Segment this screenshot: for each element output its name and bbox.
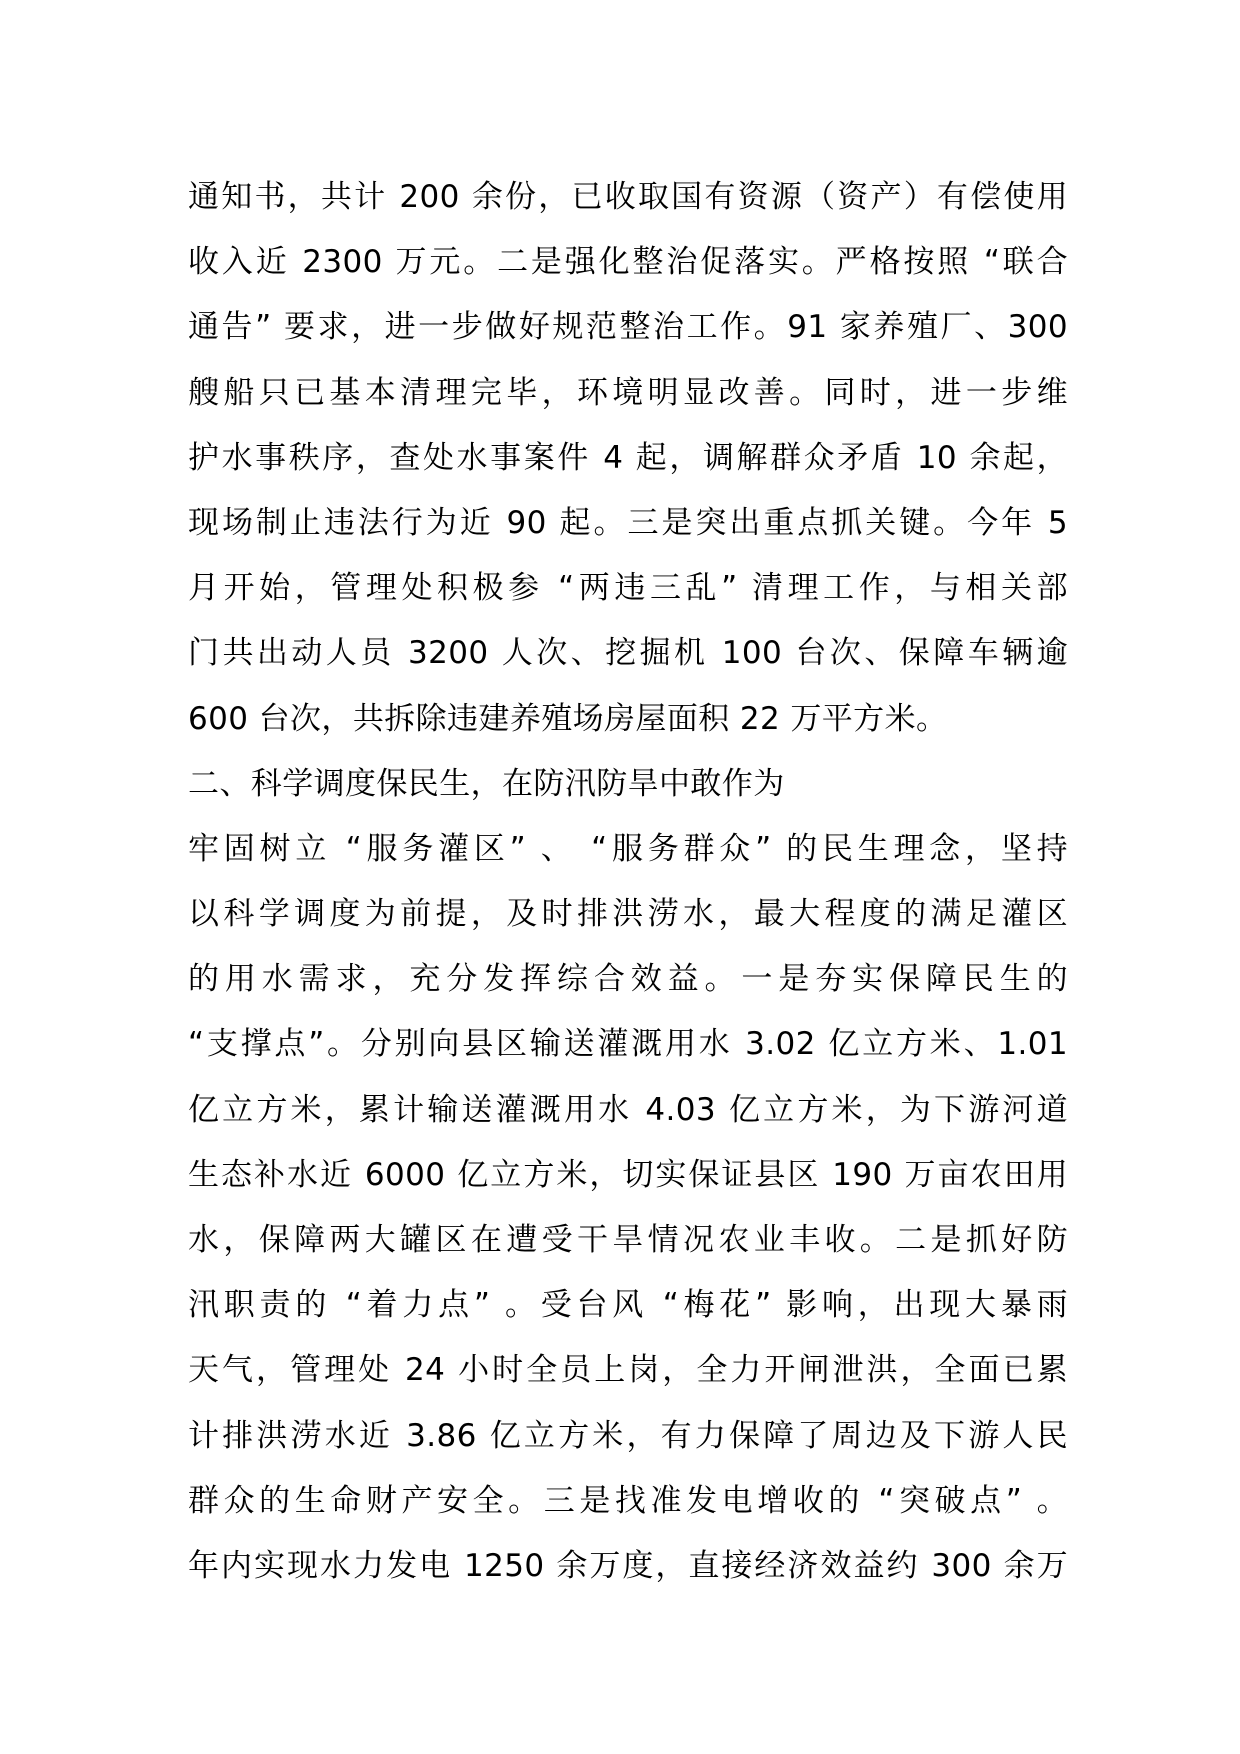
- text-line: 水，保障两大罐区在遭受干旱情况农业丰收。二是抓好防: [188, 1222, 1068, 1258]
- text-line: 护水事秩序，查处水事案件 4 起，调解群众矛盾 10 余起，: [188, 439, 1068, 476]
- text-line: 生态补水近 6000 亿立方米，切实保证县区 190 万亩农田用: [188, 1156, 1068, 1193]
- text-line: 牢固树立 “服务灌区” 、 “服务群众” 的民生理念，坚持: [188, 830, 1068, 867]
- text-line: 亿立方米，累计输送灌溉用水 4.03 亿立方米，为下游河道: [188, 1091, 1068, 1128]
- text-line: 通告” 要求，进一步做好规范整治工作。91 家养殖厂、300: [188, 309, 1068, 346]
- text-line: 以科学调度为前提，及时排洪涝水，最大程度的满足灌区: [188, 896, 1068, 933]
- text-line: 群众的生命财产安全。三是找准发电增收的 “突破点” 。: [188, 1482, 1068, 1519]
- text-line: 通知书，共计 200 余份，已收取国有资源（资产）有偿使用: [188, 179, 1068, 215]
- text-line: 现场制止违法行为近 90 起。三是突出重点抓关键。今年 5: [188, 504, 1068, 541]
- document-body: [188, 165, 1068, 1599]
- text-line: 收入近 2300 万元。二是强化整治促落实。严格按照 “联合: [188, 244, 1068, 281]
- text-line: 门共出动人员 3200 人次、挖掘机 100 台次、保障车辆逾: [188, 635, 1068, 672]
- text-line: 艘船只已基本清理完毕，环境明显改善。同时，进一步维: [188, 374, 1068, 411]
- text-line: 的用水需求，充分发挥综合效益。一是夯实保障民生的: [188, 961, 1068, 998]
- text-line: “支撑点”。分别向县区输送灌溉用水 3.02 亿立方米、1.01: [188, 1026, 1068, 1063]
- section-heading: 二、科学调度保民生，在防汛防旱中敢作为: [188, 765, 785, 802]
- text-line: 天气，管理处 24 小时全员上岗，全力开闸泄洪，全面已累: [188, 1352, 1068, 1389]
- text-line: 计排洪涝水近 3.86 亿立方米，有力保障了周边及下游人民: [188, 1417, 1068, 1454]
- text-line: 600 台次，共拆除违建养殖场房屋面积 22 万平方米。: [188, 700, 948, 737]
- text-line: 月开始，管理处积极参 “两违三乱” 清理工作，与相关部: [188, 570, 1068, 607]
- text-line: 年内实现水力发电 1250 余万度，直接经济效益约 300 余万: [188, 1547, 1068, 1584]
- text-line: 汛职责的 “着力点” 。受台风 “梅花” 影响，出现大暴雨: [188, 1287, 1068, 1324]
